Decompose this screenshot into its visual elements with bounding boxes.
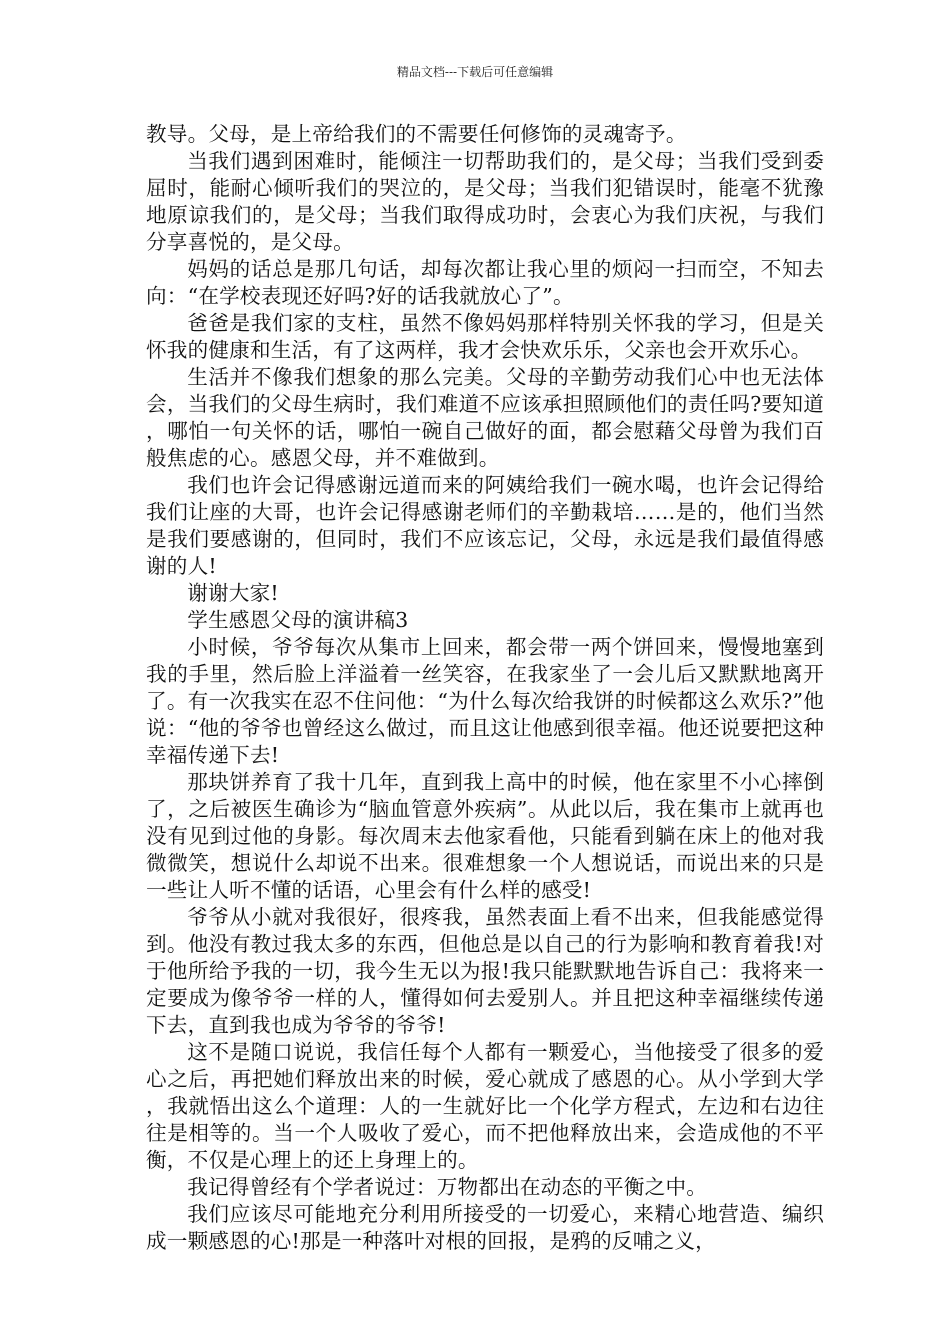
- paragraph-9: 小时候，爷爷每次从集市上回来，都会带一两个饼回来，慢慢地塞到我的手里，然后脸上洋溢着一丝笑容，在我家坐了一会儿后又默默地离开了。有一次我实在忍不住问他：“为什么每次给我饼的时候都这么欢乐?”他说：“他的爷爷也曾经这么做过，而且这让他感到很幸福。他还说要把这种幸福传递下去!: [146, 635, 824, 767]
- paragraph-10: 那块饼养育了我十几年，直到我上高中的时候，他在家里不小心摔倒了，之后被医生确诊为“脑血管意外疾病”。从此以后，我在集市上就再也没有见到过他的身影。每次周末去他家看他，只能看到躺在床上的他对我微微笑，想说什么却说不出来。很难想象一个人想说话，而说出来的只是一些让人听不懂的话语，心里会有什么样的感受!: [146, 770, 824, 902]
- page-header: 精品文档---下载后可任意编辑: [396, 65, 554, 79]
- closing-thanks: 谢谢大家!: [187, 581, 279, 605]
- paragraph-14: 我们应该尽可能地充分利用所接受的一切爱心，来精心地营造、编织成一颗感恩的心!那是一种落叶对根的回报，是鸦的反哺之义，: [146, 1202, 824, 1253]
- paragraph-5: 生活并不像我们想象的那么完美。父母的辛勤劳动我们心中也无法体会，当我们的父母生病时，我们难道不应该承担照顾他们的责任吗?要知道，哪怕一句关怀的话，哪怕一碗自己做好的面，都会慰藉父母曾为我们百般焦虑的心。感恩父母，并不难做到。: [146, 365, 824, 470]
- paragraph-12: 这不是随口说说，我信任每个人都有一颗爱心，当他接受了很多的爱心之后，再把她们释放出来的时候，爱心就成了感恩的心。从小学到大学，我就悟出这么个道理：人的一生就好比一个化学方程式，左边和右边往往是相等的。当一个人吸收了爱心，而不把他释放出来，会造成他的不平衡，不仅是心理上的还上身理上的。: [146, 1040, 824, 1172]
- paragraph-13: 我记得曾经有个学者说过：万物都出在动态的平衡之中。: [187, 1175, 708, 1199]
- paragraph-11: 爷爷从小就对我很好，很疼我，虽然表面上看不出来，但我能感觉得到。他没有教过我太多的东西，但他总是以自己的行为影响和教育着我!对于他所给予我的一切，我今生无以为报!我只能默默地告诉自己：我将来一定要成为像爷爷一样的人，懂得如何去爱别人。并且把这种幸福继续传递下去，直到我也成为爷爷的爷爷!: [146, 905, 824, 1037]
- paragraph-2: 当我们遇到困难时，能倾注一切帮助我们的，是父母；当我们受到委屈时，能耐心倾听我们的哭泣的，是父母；当我们犯错误时，能毫不犹豫地原谅我们的，是父母；当我们取得成功时，会衷心为我们庆祝，与我们分享喜悦的，是父母。: [146, 149, 824, 254]
- paragraph-6: 我们也许会记得感谢远道而来的阿姨给我们一碗水喝，也许会记得给我们让座的大哥，也许会记得感谢老师们的辛勤栽培……是的，他们当然是我们要感谢的，但同时，我们不应该忘记，父母，永远是我们最值得感谢的人!: [146, 473, 824, 578]
- paragraph-4: 爸爸是我们家的支柱，虽然不像妈妈那样特别关怀我的学习，但是关怀我的健康和生活，有了这两样，我才会快欢乐乐，父亲也会开欢乐心。: [146, 311, 824, 362]
- document-body: [146, 121, 824, 1255]
- paragraph-3: 妈妈的话总是那几句话，却每次都让我心里的烦闷一扫而空，不知去向：“在学校表现还好吗?好的话我就放心了”。: [146, 257, 824, 308]
- paragraph-1: 教导。父母，是上帝给我们的不需要任何修饰的灵魂寄予。: [146, 122, 687, 146]
- section-title: 学生感恩父母的演讲稿3: [187, 608, 409, 632]
